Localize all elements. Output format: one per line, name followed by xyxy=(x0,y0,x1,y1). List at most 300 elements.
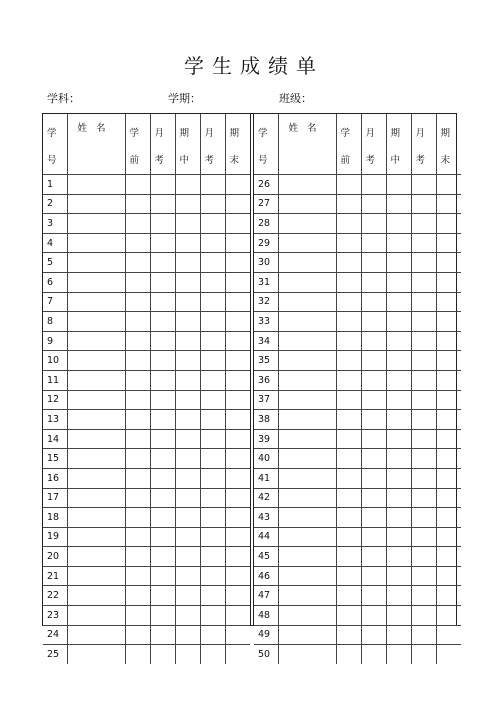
score-cell[interactable] xyxy=(336,370,361,390)
score-cell[interactable] xyxy=(386,527,411,547)
score-cell[interactable] xyxy=(411,547,436,567)
score-cell[interactable] xyxy=(411,233,436,253)
student-name-cell[interactable] xyxy=(67,488,125,508)
score-cell[interactable] xyxy=(150,175,175,195)
score-cell[interactable] xyxy=(336,194,361,214)
student-name-cell[interactable] xyxy=(278,547,336,567)
student-name-cell[interactable] xyxy=(278,390,336,410)
score-cell[interactable] xyxy=(200,214,225,234)
score-cell[interactable] xyxy=(411,272,436,292)
score-cell[interactable] xyxy=(175,272,200,292)
score-cell[interactable] xyxy=(386,370,411,390)
student-name-cell[interactable] xyxy=(278,606,336,626)
score-cell[interactable] xyxy=(200,331,225,351)
student-name-cell[interactable] xyxy=(278,508,336,528)
score-cell[interactable] xyxy=(386,410,411,430)
score-cell[interactable] xyxy=(336,606,361,626)
score-cell[interactable] xyxy=(336,625,361,645)
score-cell[interactable] xyxy=(411,351,436,371)
score-cell[interactable] xyxy=(411,312,436,332)
student-name-cell[interactable] xyxy=(278,233,336,253)
student-name-cell[interactable] xyxy=(278,625,336,645)
score-cell[interactable] xyxy=(225,586,250,606)
score-cell[interactable] xyxy=(411,370,436,390)
score-cell[interactable] xyxy=(125,253,150,273)
student-name-cell[interactable] xyxy=(278,370,336,390)
score-cell[interactable] xyxy=(361,175,386,195)
score-cell[interactable] xyxy=(175,527,200,547)
student-name-cell[interactable] xyxy=(67,429,125,449)
score-cell[interactable] xyxy=(225,233,250,253)
student-name-cell[interactable] xyxy=(67,410,125,430)
score-cell[interactable] xyxy=(436,410,461,430)
student-name-cell[interactable] xyxy=(67,586,125,606)
score-cell[interactable] xyxy=(436,253,461,273)
score-cell[interactable] xyxy=(225,645,250,664)
score-cell[interactable] xyxy=(386,645,411,664)
score-cell[interactable] xyxy=(200,527,225,547)
score-cell[interactable] xyxy=(175,429,200,449)
score-cell[interactable] xyxy=(436,527,461,547)
student-name-cell[interactable] xyxy=(278,292,336,312)
score-cell[interactable] xyxy=(436,625,461,645)
score-cell[interactable] xyxy=(225,253,250,273)
score-cell[interactable] xyxy=(436,468,461,488)
score-cell[interactable] xyxy=(150,508,175,528)
score-cell[interactable] xyxy=(336,449,361,469)
score-cell[interactable] xyxy=(361,253,386,273)
score-cell[interactable] xyxy=(175,253,200,273)
score-cell[interactable] xyxy=(150,645,175,664)
score-cell[interactable] xyxy=(225,272,250,292)
score-cell[interactable] xyxy=(411,253,436,273)
score-cell[interactable] xyxy=(175,586,200,606)
score-cell[interactable] xyxy=(436,586,461,606)
score-cell[interactable] xyxy=(361,370,386,390)
score-cell[interactable] xyxy=(361,566,386,586)
score-cell[interactable] xyxy=(386,214,411,234)
score-cell[interactable] xyxy=(150,390,175,410)
score-cell[interactable] xyxy=(336,175,361,195)
score-cell[interactable] xyxy=(125,606,150,626)
score-cell[interactable] xyxy=(150,233,175,253)
score-cell[interactable] xyxy=(436,508,461,528)
score-cell[interactable] xyxy=(225,449,250,469)
score-cell[interactable] xyxy=(361,312,386,332)
score-cell[interactable] xyxy=(436,351,461,371)
score-cell[interactable] xyxy=(361,390,386,410)
score-cell[interactable] xyxy=(361,351,386,371)
score-cell[interactable] xyxy=(411,214,436,234)
score-cell[interactable] xyxy=(225,175,250,195)
score-cell[interactable] xyxy=(336,508,361,528)
score-cell[interactable] xyxy=(225,194,250,214)
score-cell[interactable] xyxy=(411,527,436,547)
student-name-cell[interactable] xyxy=(278,488,336,508)
score-cell[interactable] xyxy=(200,175,225,195)
score-cell[interactable] xyxy=(436,214,461,234)
score-cell[interactable] xyxy=(386,253,411,273)
score-cell[interactable] xyxy=(125,547,150,567)
score-cell[interactable] xyxy=(225,410,250,430)
score-cell[interactable] xyxy=(200,625,225,645)
score-cell[interactable] xyxy=(336,586,361,606)
score-cell[interactable] xyxy=(200,410,225,430)
student-name-cell[interactable] xyxy=(67,370,125,390)
student-name-cell[interactable] xyxy=(278,351,336,371)
student-name-cell[interactable] xyxy=(67,527,125,547)
score-cell[interactable] xyxy=(225,547,250,567)
score-cell[interactable] xyxy=(336,292,361,312)
score-cell[interactable] xyxy=(225,331,250,351)
score-cell[interactable] xyxy=(386,429,411,449)
student-name-cell[interactable] xyxy=(278,410,336,430)
score-cell[interactable] xyxy=(225,625,250,645)
score-cell[interactable] xyxy=(150,351,175,371)
score-cell[interactable] xyxy=(336,272,361,292)
score-cell[interactable] xyxy=(336,351,361,371)
student-name-cell[interactable] xyxy=(278,331,336,351)
score-cell[interactable] xyxy=(336,468,361,488)
score-cell[interactable] xyxy=(200,233,225,253)
score-cell[interactable] xyxy=(125,468,150,488)
student-name-cell[interactable] xyxy=(67,566,125,586)
score-cell[interactable] xyxy=(361,272,386,292)
score-cell[interactable] xyxy=(336,488,361,508)
student-name-cell[interactable] xyxy=(67,292,125,312)
score-cell[interactable] xyxy=(436,449,461,469)
score-cell[interactable] xyxy=(200,351,225,371)
student-name-cell[interactable] xyxy=(67,214,125,234)
score-cell[interactable] xyxy=(175,292,200,312)
score-cell[interactable] xyxy=(150,272,175,292)
score-cell[interactable] xyxy=(175,449,200,469)
score-cell[interactable] xyxy=(386,292,411,312)
score-cell[interactable] xyxy=(125,527,150,547)
score-cell[interactable] xyxy=(150,449,175,469)
student-name-cell[interactable] xyxy=(67,468,125,488)
score-cell[interactable] xyxy=(225,488,250,508)
student-name-cell[interactable] xyxy=(67,331,125,351)
score-cell[interactable] xyxy=(125,625,150,645)
score-cell[interactable] xyxy=(150,331,175,351)
score-cell[interactable] xyxy=(200,390,225,410)
score-cell[interactable] xyxy=(336,390,361,410)
score-cell[interactable] xyxy=(150,214,175,234)
score-cell[interactable] xyxy=(336,429,361,449)
score-cell[interactable] xyxy=(225,606,250,626)
score-cell[interactable] xyxy=(125,410,150,430)
score-cell[interactable] xyxy=(386,625,411,645)
student-name-cell[interactable] xyxy=(67,312,125,332)
score-cell[interactable] xyxy=(336,253,361,273)
score-cell[interactable] xyxy=(125,194,150,214)
score-cell[interactable] xyxy=(436,566,461,586)
student-name-cell[interactable] xyxy=(67,390,125,410)
score-cell[interactable] xyxy=(175,410,200,430)
score-cell[interactable] xyxy=(200,312,225,332)
student-name-cell[interactable] xyxy=(67,272,125,292)
score-cell[interactable] xyxy=(225,292,250,312)
score-cell[interactable] xyxy=(336,214,361,234)
score-cell[interactable] xyxy=(361,292,386,312)
student-name-cell[interactable] xyxy=(278,272,336,292)
score-cell[interactable] xyxy=(125,645,150,664)
score-cell[interactable] xyxy=(175,351,200,371)
score-cell[interactable] xyxy=(200,253,225,273)
score-cell[interactable] xyxy=(336,331,361,351)
student-name-cell[interactable] xyxy=(278,194,336,214)
score-cell[interactable] xyxy=(125,292,150,312)
score-cell[interactable] xyxy=(175,625,200,645)
score-cell[interactable] xyxy=(175,175,200,195)
score-cell[interactable] xyxy=(436,194,461,214)
score-cell[interactable] xyxy=(150,194,175,214)
score-cell[interactable] xyxy=(125,449,150,469)
student-name-cell[interactable] xyxy=(67,351,125,371)
score-cell[interactable] xyxy=(386,312,411,332)
score-cell[interactable] xyxy=(225,312,250,332)
score-cell[interactable] xyxy=(386,272,411,292)
student-name-cell[interactable] xyxy=(278,429,336,449)
student-name-cell[interactable] xyxy=(67,449,125,469)
score-cell[interactable] xyxy=(436,312,461,332)
score-cell[interactable] xyxy=(175,390,200,410)
score-cell[interactable] xyxy=(200,292,225,312)
score-cell[interactable] xyxy=(125,214,150,234)
score-cell[interactable] xyxy=(361,625,386,645)
score-cell[interactable] xyxy=(411,410,436,430)
score-cell[interactable] xyxy=(175,312,200,332)
score-cell[interactable] xyxy=(125,331,150,351)
score-cell[interactable] xyxy=(175,214,200,234)
score-cell[interactable] xyxy=(411,429,436,449)
score-cell[interactable] xyxy=(361,214,386,234)
score-cell[interactable] xyxy=(225,390,250,410)
score-cell[interactable] xyxy=(386,606,411,626)
score-cell[interactable] xyxy=(200,488,225,508)
score-cell[interactable] xyxy=(175,488,200,508)
score-cell[interactable] xyxy=(225,527,250,547)
score-cell[interactable] xyxy=(386,586,411,606)
score-cell[interactable] xyxy=(411,468,436,488)
student-name-cell[interactable] xyxy=(278,645,336,664)
student-name-cell[interactable] xyxy=(67,625,125,645)
student-name-cell[interactable] xyxy=(67,606,125,626)
score-cell[interactable] xyxy=(411,586,436,606)
score-cell[interactable] xyxy=(150,410,175,430)
score-cell[interactable] xyxy=(225,468,250,488)
score-cell[interactable] xyxy=(436,331,461,351)
score-cell[interactable] xyxy=(411,331,436,351)
score-cell[interactable] xyxy=(436,645,461,664)
score-cell[interactable] xyxy=(361,331,386,351)
score-cell[interactable] xyxy=(225,370,250,390)
student-name-cell[interactable] xyxy=(278,586,336,606)
score-cell[interactable] xyxy=(200,194,225,214)
score-cell[interactable] xyxy=(386,233,411,253)
score-cell[interactable] xyxy=(411,390,436,410)
score-cell[interactable] xyxy=(336,547,361,567)
score-cell[interactable] xyxy=(411,175,436,195)
score-cell[interactable] xyxy=(150,253,175,273)
score-cell[interactable] xyxy=(125,175,150,195)
score-cell[interactable] xyxy=(336,233,361,253)
score-cell[interactable] xyxy=(225,351,250,371)
score-cell[interactable] xyxy=(200,468,225,488)
score-cell[interactable] xyxy=(125,312,150,332)
score-cell[interactable] xyxy=(150,606,175,626)
score-cell[interactable] xyxy=(125,351,150,371)
student-name-cell[interactable] xyxy=(67,175,125,195)
score-cell[interactable] xyxy=(386,566,411,586)
score-cell[interactable] xyxy=(436,488,461,508)
score-cell[interactable] xyxy=(436,390,461,410)
score-cell[interactable] xyxy=(336,527,361,547)
score-cell[interactable] xyxy=(125,566,150,586)
score-cell[interactable] xyxy=(175,606,200,626)
score-cell[interactable] xyxy=(200,508,225,528)
student-name-cell[interactable] xyxy=(67,645,125,664)
score-cell[interactable] xyxy=(336,312,361,332)
student-name-cell[interactable] xyxy=(67,253,125,273)
student-name-cell[interactable] xyxy=(67,547,125,567)
score-cell[interactable] xyxy=(386,351,411,371)
score-cell[interactable] xyxy=(411,645,436,664)
score-cell[interactable] xyxy=(200,272,225,292)
student-name-cell[interactable] xyxy=(278,566,336,586)
score-cell[interactable] xyxy=(200,586,225,606)
score-cell[interactable] xyxy=(361,410,386,430)
score-cell[interactable] xyxy=(436,429,461,449)
score-cell[interactable] xyxy=(361,449,386,469)
score-cell[interactable] xyxy=(150,625,175,645)
score-cell[interactable] xyxy=(125,370,150,390)
score-cell[interactable] xyxy=(361,468,386,488)
score-cell[interactable] xyxy=(411,292,436,312)
score-cell[interactable] xyxy=(150,547,175,567)
score-cell[interactable] xyxy=(200,449,225,469)
score-cell[interactable] xyxy=(125,586,150,606)
score-cell[interactable] xyxy=(386,390,411,410)
score-cell[interactable] xyxy=(175,645,200,664)
score-cell[interactable] xyxy=(150,468,175,488)
score-cell[interactable] xyxy=(225,508,250,528)
score-cell[interactable] xyxy=(386,449,411,469)
score-cell[interactable] xyxy=(436,272,461,292)
score-cell[interactable] xyxy=(200,429,225,449)
score-cell[interactable] xyxy=(200,566,225,586)
score-cell[interactable] xyxy=(225,566,250,586)
score-cell[interactable] xyxy=(411,566,436,586)
student-name-cell[interactable] xyxy=(67,508,125,528)
score-cell[interactable] xyxy=(125,233,150,253)
student-name-cell[interactable] xyxy=(278,449,336,469)
score-cell[interactable] xyxy=(411,508,436,528)
score-cell[interactable] xyxy=(150,527,175,547)
score-cell[interactable] xyxy=(150,370,175,390)
score-cell[interactable] xyxy=(225,214,250,234)
score-cell[interactable] xyxy=(200,645,225,664)
score-cell[interactable] xyxy=(125,488,150,508)
student-name-cell[interactable] xyxy=(278,175,336,195)
score-cell[interactable] xyxy=(361,527,386,547)
score-cell[interactable] xyxy=(175,370,200,390)
score-cell[interactable] xyxy=(336,645,361,664)
score-cell[interactable] xyxy=(125,272,150,292)
score-cell[interactable] xyxy=(361,194,386,214)
score-cell[interactable] xyxy=(411,625,436,645)
score-cell[interactable] xyxy=(150,586,175,606)
score-cell[interactable] xyxy=(175,233,200,253)
score-cell[interactable] xyxy=(361,586,386,606)
score-cell[interactable] xyxy=(200,606,225,626)
score-cell[interactable] xyxy=(175,468,200,488)
student-name-cell[interactable] xyxy=(67,233,125,253)
score-cell[interactable] xyxy=(125,508,150,528)
score-cell[interactable] xyxy=(125,390,150,410)
score-cell[interactable] xyxy=(436,606,461,626)
score-cell[interactable] xyxy=(361,606,386,626)
score-cell[interactable] xyxy=(150,312,175,332)
student-name-cell[interactable] xyxy=(278,468,336,488)
score-cell[interactable] xyxy=(386,468,411,488)
score-cell[interactable] xyxy=(436,175,461,195)
score-cell[interactable] xyxy=(225,429,250,449)
score-cell[interactable] xyxy=(386,331,411,351)
score-cell[interactable] xyxy=(386,194,411,214)
score-cell[interactable] xyxy=(411,606,436,626)
score-cell[interactable] xyxy=(386,175,411,195)
score-cell[interactable] xyxy=(361,508,386,528)
student-name-cell[interactable] xyxy=(278,527,336,547)
score-cell[interactable] xyxy=(436,370,461,390)
score-cell[interactable] xyxy=(386,508,411,528)
score-cell[interactable] xyxy=(361,488,386,508)
score-cell[interactable] xyxy=(386,547,411,567)
score-cell[interactable] xyxy=(361,547,386,567)
score-cell[interactable] xyxy=(200,547,225,567)
score-cell[interactable] xyxy=(150,488,175,508)
score-cell[interactable] xyxy=(436,233,461,253)
score-cell[interactable] xyxy=(150,429,175,449)
score-cell[interactable] xyxy=(386,488,411,508)
score-cell[interactable] xyxy=(175,194,200,214)
student-name-cell[interactable] xyxy=(278,253,336,273)
score-cell[interactable] xyxy=(175,547,200,567)
score-cell[interactable] xyxy=(436,547,461,567)
score-cell[interactable] xyxy=(175,508,200,528)
score-cell[interactable] xyxy=(125,429,150,449)
score-cell[interactable] xyxy=(411,449,436,469)
score-cell[interactable] xyxy=(200,370,225,390)
score-cell[interactable] xyxy=(411,194,436,214)
student-name-cell[interactable] xyxy=(278,214,336,234)
student-name-cell[interactable] xyxy=(67,194,125,214)
score-cell[interactable] xyxy=(361,645,386,664)
score-cell[interactable] xyxy=(150,566,175,586)
student-name-cell[interactable] xyxy=(278,312,336,332)
score-cell[interactable] xyxy=(361,429,386,449)
score-cell[interactable] xyxy=(361,233,386,253)
score-cell[interactable] xyxy=(150,292,175,312)
score-cell[interactable] xyxy=(175,331,200,351)
score-cell[interactable] xyxy=(336,566,361,586)
score-cell[interactable] xyxy=(411,488,436,508)
score-cell[interactable] xyxy=(436,292,461,312)
score-cell[interactable] xyxy=(175,566,200,586)
score-cell[interactable] xyxy=(336,410,361,430)
